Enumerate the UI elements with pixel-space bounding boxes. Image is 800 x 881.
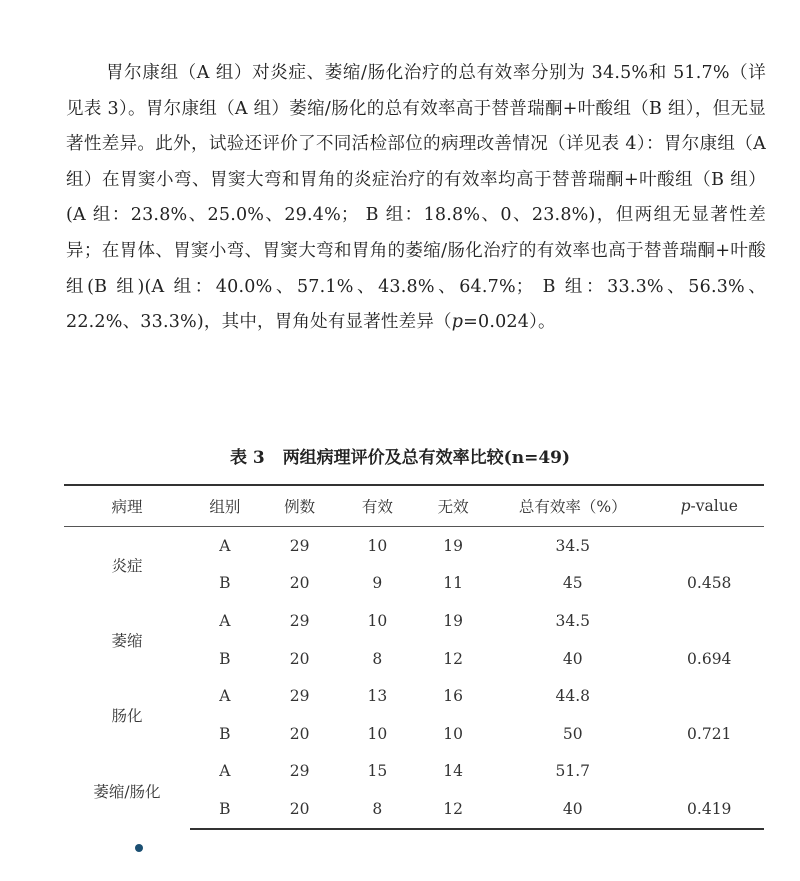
cell-group: B bbox=[190, 790, 260, 829]
header-pathology: 病理 bbox=[64, 485, 190, 527]
p-symbol: p bbox=[451, 312, 464, 333]
table-caption-label: 表 3 bbox=[229, 448, 265, 468]
header-rate: 总有效率（%） bbox=[491, 485, 654, 527]
header-p-value bbox=[654, 485, 764, 527]
cell-group: B bbox=[219, 724, 231, 743]
table-caption-title: 两组病理评价及总有效率比较(n=49) bbox=[282, 448, 571, 468]
cell-effective: 10 bbox=[367, 724, 388, 743]
table-row bbox=[64, 677, 764, 715]
cell-cases: 29 bbox=[289, 536, 310, 555]
cell-ineffective: 14 bbox=[443, 762, 464, 781]
table-row bbox=[64, 753, 764, 791]
cell-ineffective: 12 bbox=[415, 790, 491, 829]
table-caption bbox=[0, 443, 800, 468]
cell-effective: 10 bbox=[367, 611, 388, 630]
cell-group: A bbox=[219, 536, 231, 555]
table-row bbox=[64, 527, 764, 565]
cell-rate: 40 bbox=[562, 649, 583, 668]
cell-rate: 34.5 bbox=[555, 611, 591, 630]
header-p-italic: p bbox=[680, 497, 691, 515]
cell-p-value: 0.694 bbox=[687, 649, 732, 668]
cell-rate: 51.7 bbox=[555, 762, 591, 781]
cell-cases: 20 bbox=[289, 574, 310, 593]
cell-group: A bbox=[219, 687, 231, 706]
cell-pathology: 萎缩/肠化 bbox=[93, 782, 161, 801]
cell-ineffective: 19 bbox=[443, 611, 464, 630]
page-dot-marker bbox=[135, 844, 143, 852]
header-ineffective: 无效 bbox=[415, 485, 491, 527]
cell-effective: 13 bbox=[367, 687, 388, 706]
cell-pathology: 肠化 bbox=[111, 706, 143, 725]
table-header-row bbox=[64, 485, 764, 527]
cell-effective: 8 bbox=[372, 649, 383, 668]
cell-rate: 50 bbox=[562, 724, 583, 743]
cell-p-empty bbox=[654, 677, 764, 715]
body-paragraph bbox=[66, 56, 766, 341]
cell-effective: 8 bbox=[339, 790, 415, 829]
cell-group: B bbox=[219, 649, 231, 668]
header-p-rest: -value bbox=[690, 497, 738, 515]
cell-cases: 20 bbox=[260, 790, 340, 829]
cell-p-empty bbox=[654, 527, 764, 565]
cell-ineffective: 11 bbox=[443, 574, 464, 593]
cell-cases: 20 bbox=[289, 649, 310, 668]
header-effective: 有效 bbox=[339, 485, 415, 527]
cell-ineffective: 19 bbox=[443, 536, 464, 555]
cell-p-value: 0.419 bbox=[654, 790, 764, 829]
cell-p-value: 0.721 bbox=[687, 724, 732, 743]
cell-cases: 29 bbox=[289, 611, 310, 630]
cell-effective: 10 bbox=[367, 536, 388, 555]
cell-p-value: 0.458 bbox=[687, 574, 732, 593]
cell-p-empty bbox=[654, 602, 764, 640]
cell-pathology: 萎缩 bbox=[111, 631, 143, 650]
cell-effective: 15 bbox=[367, 762, 388, 781]
cell-effective: 9 bbox=[372, 574, 383, 593]
paragraph-text: 胃尔康组（A 组）对炎症、萎缩/肠化治疗的总有效率分别为 34.5%和 51.7%（详见表 3）。胃尔康组（A 组）萎缩/肠化的总有效率高于替普瑞酮+叶酸组（B 组），但无显著性差异。此外，试验还评价了不同活检部位的病理改善情况（详见表 4）：胃尔康组（A 组）在胃窦小弯、胃窦大弯和胃角的炎症治疗的有效率均高于替普瑞酮+叶酸组（B 组）(A 组：23.8%、25.0%、29.4%； B 组：18.8%、0、23.8%)，但两组无显著性差异；在胃体、胃窦小弯、胃窦大弯和胃角的萎缩/肠化治疗的有效率也高于替普瑞酮+叶酸组(B 组)(A 组：40.0%、57.1%、43.8%、64.7%； B 组：33.3%、56.3%、22.2%、33.3%)，其中，胃角处有显著性差异（ bbox=[66, 63, 766, 333]
cell-cases: 29 bbox=[289, 687, 310, 706]
cell-cases: 20 bbox=[289, 724, 310, 743]
cell-group: A bbox=[219, 611, 231, 630]
header-group: 组别 bbox=[190, 485, 260, 527]
cell-p-empty bbox=[654, 753, 764, 791]
cell-ineffective: 10 bbox=[443, 724, 464, 743]
cell-group: B bbox=[219, 574, 231, 593]
results-table bbox=[64, 484, 764, 830]
cell-cases: 29 bbox=[289, 762, 310, 781]
cell-ineffective: 12 bbox=[443, 649, 464, 668]
cell-rate: 34.5 bbox=[555, 536, 591, 555]
cell-rate: 45 bbox=[562, 574, 583, 593]
cell-rate: 40 bbox=[491, 790, 654, 829]
paragraph-text-end: =0.024）。 bbox=[463, 312, 556, 333]
table-row bbox=[64, 602, 764, 640]
cell-ineffective: 16 bbox=[443, 687, 464, 706]
cell-rate: 44.8 bbox=[555, 687, 591, 706]
cell-group: A bbox=[219, 762, 231, 781]
header-cases: 例数 bbox=[260, 485, 340, 527]
cell-pathology: 炎症 bbox=[111, 556, 143, 575]
